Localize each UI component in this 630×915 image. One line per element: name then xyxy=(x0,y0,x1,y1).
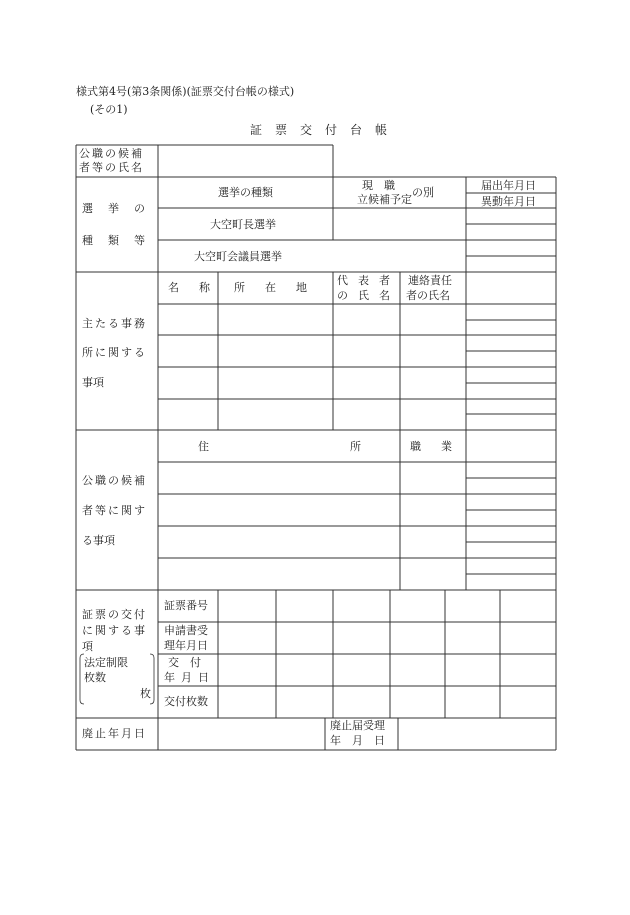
abolition-notice-label-2: 年 月 日 xyxy=(330,734,385,747)
office-label-1: 主たる事務 xyxy=(82,317,147,330)
issuance-label-1: 証票の交付 xyxy=(82,608,147,621)
issuance-label-3: 項 xyxy=(82,640,93,653)
status-header-2: 立候補予定 xyxy=(357,193,412,206)
row-application-date-1: 申請書受 xyxy=(164,624,208,637)
candidate-detail-label-1: 公職の候補 xyxy=(82,474,147,487)
candidate-col-address-a: 住 xyxy=(198,440,209,453)
row-certificate-number: 証票番号 xyxy=(164,599,208,612)
page-title: 証票交付台帳 xyxy=(250,123,401,137)
legal-limit-unit: 枚 xyxy=(140,687,151,700)
legal-limit-label-1: 法定制限 xyxy=(84,656,128,669)
date-header-1: 届出年月日 xyxy=(481,179,536,192)
election-row-2: 大空町会議員選挙 xyxy=(194,250,282,263)
election-row-1: 大空町長選挙 xyxy=(210,218,276,231)
status-header-suffix: の別 xyxy=(412,186,434,199)
office-label-3: 事項 xyxy=(82,376,104,389)
office-col-contact-1: 連絡責任 xyxy=(408,274,452,287)
abolition-date-label: 廃止年月日 xyxy=(82,727,147,740)
office-col-rep-2: の氏名 xyxy=(337,289,400,302)
candidate-name-label-1: 公職の候補 xyxy=(79,147,144,160)
issuance-label-2: に関する事 xyxy=(82,624,147,637)
election-label-1: 選 挙 の xyxy=(82,202,147,215)
candidate-col-address-b: 所 xyxy=(350,440,361,453)
election-type-header: 選挙の種類 xyxy=(218,186,273,199)
row-issue-date-1: 交 付 xyxy=(168,656,201,669)
office-col-name: 名称 xyxy=(168,281,230,294)
date-header-2: 異動年月日 xyxy=(481,195,536,208)
legal-limit-label-2: 枚数 xyxy=(84,671,106,684)
row-application-date-2: 理年月日 xyxy=(164,639,208,652)
status-header-1: 現 職 xyxy=(362,179,395,192)
form-identifier: 様式第4号(第3条関係)(証票交付台帳の様式) xyxy=(76,85,295,98)
office-col-address: 所在地 xyxy=(234,281,327,294)
row-issue-count: 交付枚数 xyxy=(164,695,208,708)
candidate-detail-label-2: 者等に関す xyxy=(82,504,147,517)
form-subtitle: (その1) xyxy=(90,103,128,116)
candidate-detail-label-3: る事項 xyxy=(82,534,115,547)
election-label-2: 種 類 等 xyxy=(82,234,147,247)
candidate-col-job: 職業 xyxy=(410,440,472,453)
office-label-2: 所に関する xyxy=(82,346,147,359)
office-col-rep-1: 代表者 xyxy=(337,274,400,287)
candidate-name-label-2: 者等の氏名 xyxy=(79,161,144,174)
row-issue-date-2: 年月日 xyxy=(164,671,215,684)
abolition-notice-label-1: 廃止届受理 xyxy=(330,719,385,732)
office-col-contact-2: 者の氏名 xyxy=(406,289,450,302)
